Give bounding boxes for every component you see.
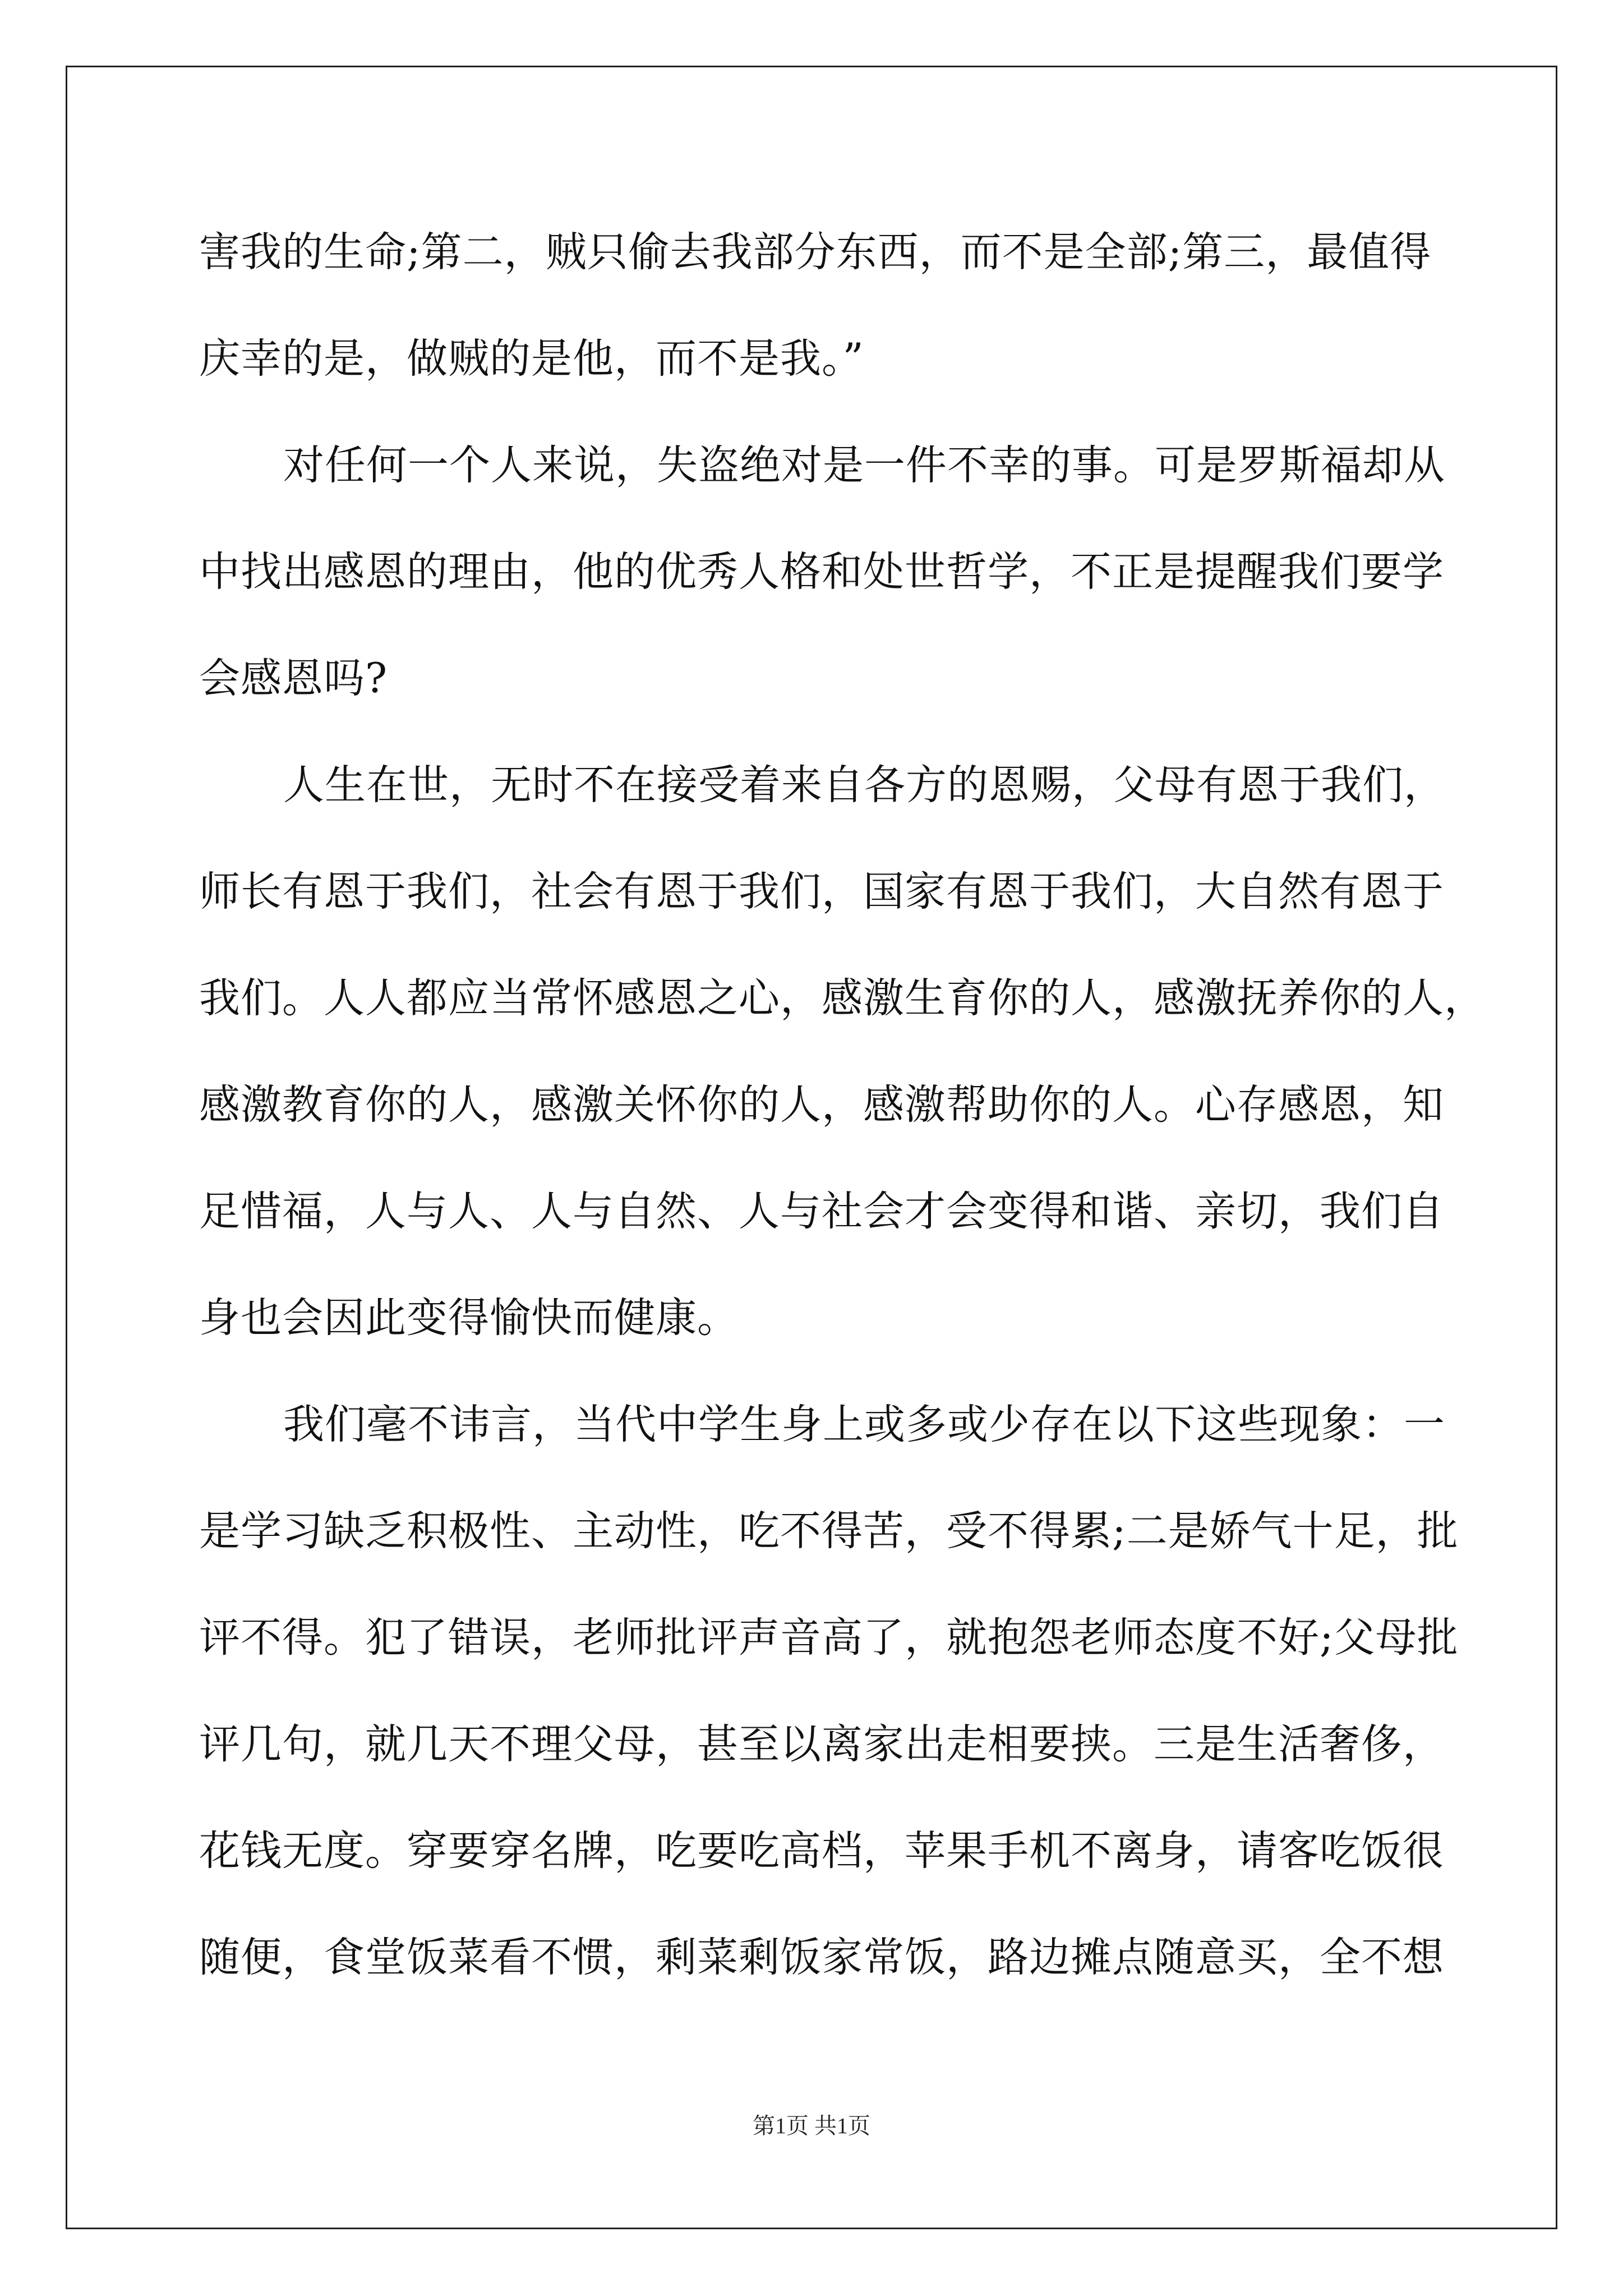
text-line: 中找出感恩的理由，他的优秀人格和处世哲学，不正是提醒我们要学 [199, 548, 1444, 596]
text-line: 害我的生命;第二，贼只偷去我部分东西，而不是全部;第三，最值得 [199, 228, 1432, 276]
text-line: 随便，食堂饭菜看不惯，剩菜剩饭家常饭，路边摊点随意买，全不想 [199, 1934, 1444, 1981]
text-line: 我们毫不讳言，当代中学生身上或多或少存在以下这些现象：一 [283, 1401, 1445, 1448]
text-line: 花钱无度。穿要穿名牌，吃要吃高档，苹果手机不离身，请客吃饭很 [199, 1827, 1444, 1875]
document-body [199, 213, 1486, 2025]
text-line: 足惜福，人与人、人与自然、人与社会才会变得和谐、亲切，我们自 [199, 1188, 1444, 1235]
page-number-footer: 第1页 共1页 [753, 2113, 870, 2138]
text-line: 对任何一个人来说，失盗绝对是一件不幸的事。可是罗斯福却从 [283, 441, 1445, 489]
text-line: 师长有恩于我们，社会有恩于我们，国家有恩于我们，大自然有恩于 [199, 868, 1444, 915]
text-line: 感激教育你的人，感激关怀你的人，感激帮助你的人。心存感恩，知 [199, 1081, 1444, 1129]
text-line: 我们。人人都应当常怀感恩之心，感激生育你的人，感激抚养你的人， [199, 974, 1486, 1022]
text-line: 庆幸的是，做贼的是他，而不是我。” [199, 335, 864, 383]
text-line: 人生在世，无时不在接受着来自各方的恩赐，父母有恩于我们， [283, 761, 1445, 809]
text-line: 是学习缺乏积极性、主动性，吃不得苦，受不得累;二是娇气十足，批 [199, 1507, 1459, 1555]
text-line: 评不得。犯了错误，老师批评声音高了，就抱怨老师态度不好;父母批 [199, 1614, 1459, 1662]
text-line: 会感恩吗? [199, 655, 388, 702]
text-line: 身也会因此变得愉快而健康。 [199, 1294, 739, 1342]
text-line: 评几句，就几天不理父母，甚至以离家出走相要挟。三是生活奢侈， [199, 1720, 1444, 1768]
